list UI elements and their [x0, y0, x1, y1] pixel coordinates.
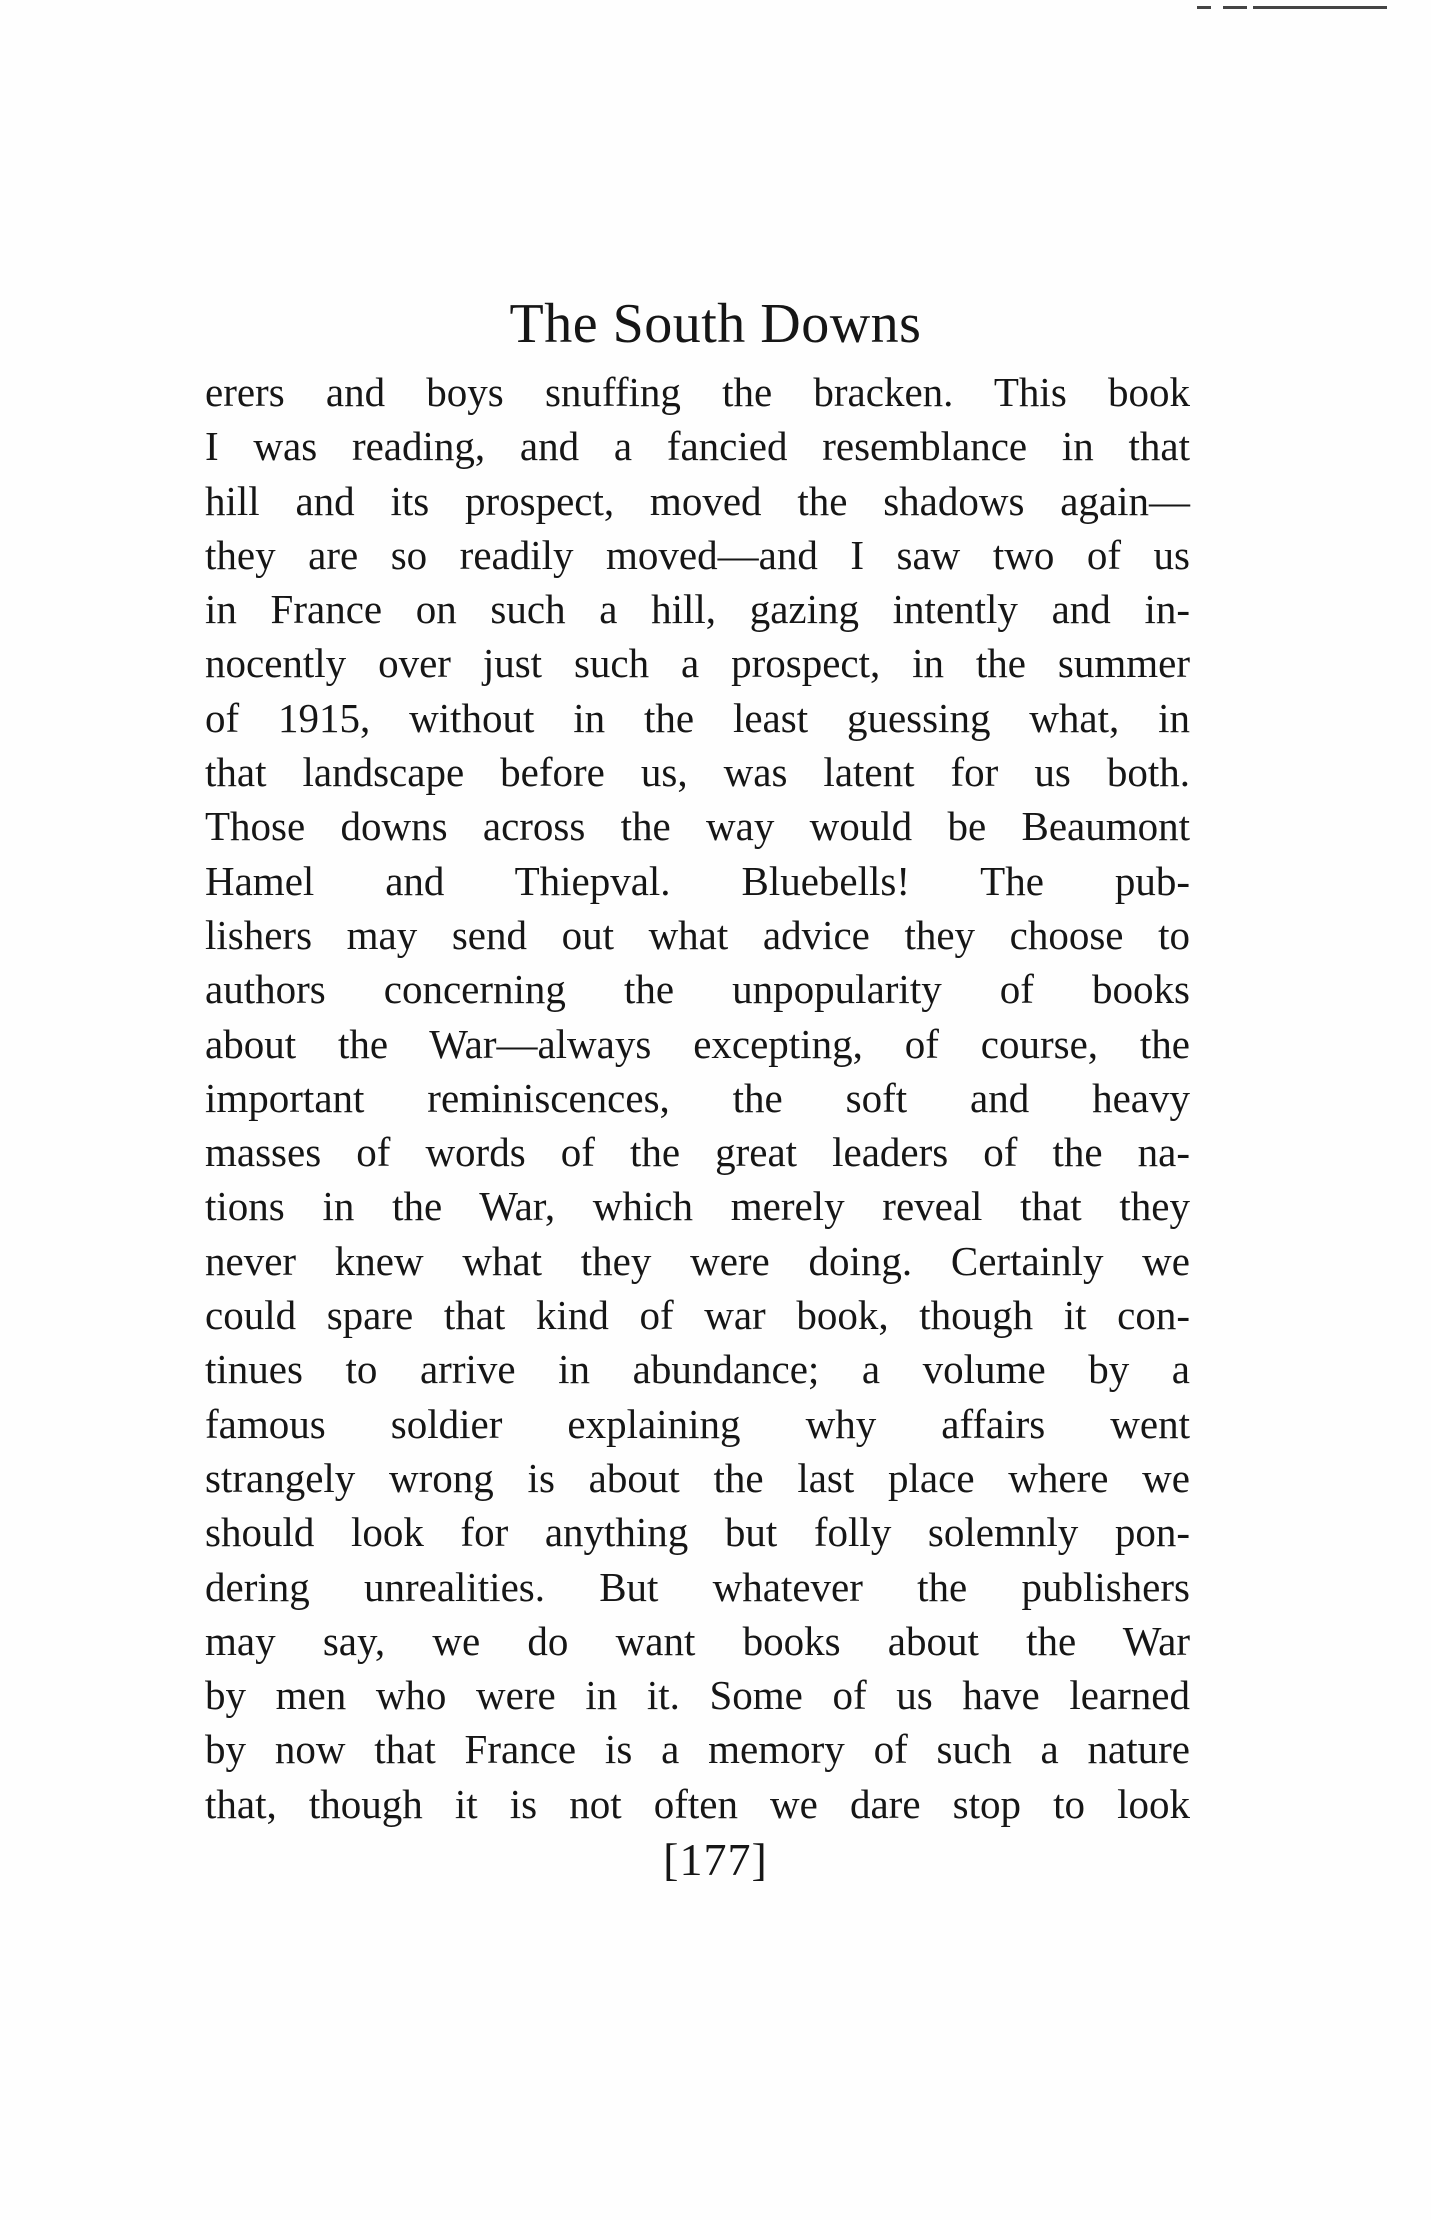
text-line: tions in the War, which merely reveal that they [205, 1183, 1190, 1230]
text-line: may say, we do want books about the War [205, 1617, 1190, 1664]
text-line: nocently over just such a prospect, in the summer [205, 640, 1190, 687]
text-line: that, though it is not often we dare stop to look [205, 1780, 1190, 1827]
text-line: about the War—always excepting, of course, the [205, 1020, 1190, 1067]
page-number: [177] [663, 1834, 768, 1885]
text-line: they are so readily moved—and I saw two of us [205, 531, 1190, 578]
text-line: hill and its prospect, moved the shadows again— [205, 477, 1190, 524]
text-line: should look for anything but folly solemnly pon- [205, 1509, 1190, 1556]
text-line: by men who were in it. Some of us have learned [205, 1672, 1190, 1719]
text-line: of 1915, without in the least guessing what, in [205, 694, 1190, 741]
running-head: The South Downs [509, 293, 922, 355]
text-line: lishers may send out what advice they choose to [205, 911, 1190, 958]
text-line: dering unrealities. But whatever the publishers [205, 1563, 1190, 1610]
text-line: by now that France is a memory of such a nature [205, 1726, 1190, 1773]
text-line: erers and boys snuffing the bracken. This book [205, 369, 1190, 415]
text-line: Those downs across the way would be Beaumont [205, 803, 1190, 850]
body-text [205, 365, 1190, 1831]
text-line: never knew what they were doing. Certainly we [205, 1237, 1190, 1284]
text-line: could spare that kind of war book, though it con- [205, 1292, 1190, 1339]
text-line: in France on such a hill, gazing intently and in- [205, 586, 1190, 633]
text-line: tinues to arrive in abundance; a volume by a [205, 1346, 1190, 1393]
text-line: Hamel and Thiepval. Bluebells! The pub- [205, 857, 1190, 904]
text-line: famous soldier explaining why affairs went [205, 1400, 1190, 1447]
text-line: masses of words of the great leaders of the na- [205, 1129, 1190, 1176]
text-line: strangely wrong is about the last place where we [205, 1454, 1190, 1501]
text-line: authors concerning the unpopularity of books [205, 966, 1190, 1013]
scan-edge-mark [1187, 6, 1387, 9]
text-line: I was reading, and a fancied resemblance in that [205, 423, 1190, 470]
text-line: that landscape before us, was latent for us both. [205, 749, 1190, 796]
text-line: important reminiscences, the soft and heavy [205, 1074, 1190, 1121]
